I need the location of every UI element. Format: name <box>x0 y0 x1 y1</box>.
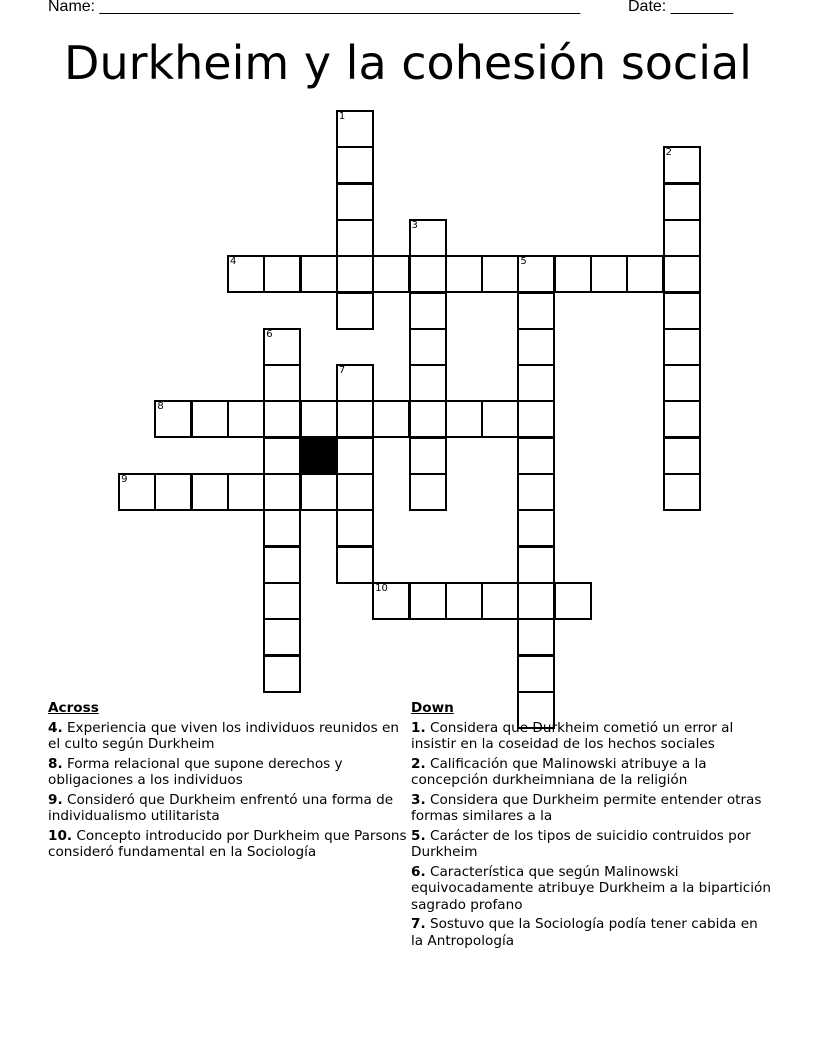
crossword-cell[interactable] <box>409 437 447 475</box>
crossword-cell[interactable] <box>372 400 410 438</box>
crossword-cell[interactable] <box>663 437 701 475</box>
crossword-cell[interactable] <box>154 473 192 511</box>
crossword-cell[interactable] <box>263 364 301 402</box>
down-clue <box>411 864 771 914</box>
down-clue <box>411 916 771 949</box>
crossword-cell[interactable] <box>191 400 229 438</box>
crossword-cell[interactable] <box>263 618 301 656</box>
crossword-cell[interactable] <box>336 400 374 438</box>
date-field-label[interactable]: Date: _______ <box>628 0 733 15</box>
down-clue <box>411 756 771 789</box>
clue-number: 6. <box>411 863 426 880</box>
name-field-label[interactable]: Name: ______________________________________________________ <box>48 0 581 15</box>
clue-number-label: 10 <box>375 582 388 594</box>
crossword-cell[interactable] <box>626 255 664 293</box>
crossword-cell[interactable] <box>481 255 519 293</box>
clue-number: 1. <box>411 719 426 736</box>
crossword-cell[interactable] <box>517 400 555 438</box>
crossword-cell[interactable] <box>517 618 555 656</box>
crossword-cell[interactable] <box>445 255 483 293</box>
clue-number: 5. <box>411 827 426 844</box>
clue-number-label: 8 <box>157 401 164 413</box>
clue-number: 10. <box>48 827 73 844</box>
crossword-cell[interactable] <box>481 400 519 438</box>
crossword-cell[interactable] <box>663 292 701 330</box>
clue-number: 4. <box>48 719 63 736</box>
crossword-cell[interactable] <box>227 473 265 511</box>
crossword-cell[interactable] <box>590 255 628 293</box>
crossword-cell[interactable] <box>663 400 701 438</box>
crossword-cell[interactable] <box>336 183 374 221</box>
clue-text: Concepto introducido por Durkheim que Parsons consideró fundamental en la Sociología <box>48 827 407 860</box>
crossword-cell[interactable] <box>481 582 519 620</box>
crossword-cell[interactable] <box>663 183 701 221</box>
crossword-cell[interactable] <box>300 473 338 511</box>
across-clue <box>48 720 408 753</box>
crossword-cell[interactable] <box>336 509 374 547</box>
clue-text: Considera que Durkheim permite entender otras formas similares a la <box>411 791 762 824</box>
black-cell <box>300 437 338 475</box>
clue-number-label: 2 <box>665 147 672 159</box>
crossword-cell[interactable] <box>409 255 447 293</box>
clue-number: 7. <box>411 916 426 932</box>
crossword-cell[interactable] <box>300 400 338 438</box>
clue-number: 3. <box>411 791 426 808</box>
crossword-cell[interactable] <box>663 146 701 184</box>
crossword-cell[interactable] <box>663 328 701 366</box>
crossword-cell[interactable] <box>263 655 301 693</box>
crossword-cell[interactable] <box>118 473 156 511</box>
crossword-cell[interactable] <box>154 400 192 438</box>
crossword-cell[interactable] <box>554 255 592 293</box>
crossword-cell[interactable] <box>336 110 374 148</box>
clue-text: Consideró que Durkheim enfrentó una forma de individualismo utilitarista <box>48 791 394 824</box>
crossword-cell[interactable] <box>409 364 447 402</box>
crossword-cell[interactable] <box>517 437 555 475</box>
across-clue <box>48 792 408 825</box>
across-clue <box>48 756 408 789</box>
crossword-cell[interactable] <box>372 582 410 620</box>
crossword-cell[interactable] <box>263 328 301 366</box>
crossword-cell[interactable] <box>409 328 447 366</box>
clue-text: Considera que Durkheim cometió un error al insistir en la coseidad de los hechos sociales <box>411 719 734 752</box>
crossword-cell[interactable] <box>517 364 555 402</box>
down-clue <box>411 720 771 753</box>
down-clue <box>411 792 771 825</box>
crossword-cell[interactable] <box>517 255 555 293</box>
crossword-cell[interactable] <box>336 292 374 330</box>
crossword-cell[interactable] <box>517 292 555 330</box>
crossword-cell[interactable] <box>663 473 701 511</box>
clue-text: Experiencia que viven los individuos reunidos en el culto según Durkheim <box>48 719 399 752</box>
clue-number-label: 7 <box>338 365 346 377</box>
crossword-cell[interactable] <box>517 473 555 511</box>
clue-number-label: 9 <box>121 474 128 485</box>
across-heading: Across <box>48 700 99 716</box>
across-clue <box>48 828 408 861</box>
crossword-cell[interactable] <box>263 400 301 438</box>
crossword-cell[interactable] <box>336 146 374 184</box>
clue-text: Carácter de los tipos de suicidio contruidos por Durkheim <box>411 827 751 860</box>
crossword-cell[interactable] <box>263 582 301 620</box>
clue-number-label: 6 <box>266 328 273 340</box>
page-title: Durkheim y la cohesión social <box>64 36 752 90</box>
crossword-cell[interactable] <box>663 255 701 293</box>
crossword-cell[interactable] <box>372 255 410 293</box>
crossword-cell[interactable] <box>409 400 447 438</box>
clue-text: Forma relacional que supone derechos y obligaciones a los individuos <box>48 755 343 788</box>
down-clues <box>411 700 771 949</box>
crossword-cell[interactable] <box>517 582 555 620</box>
crossword-cell[interactable] <box>300 255 338 293</box>
clue-text: Característica que según Malinowski equivocadamente atribuye Durkheim a la bipartición sagrado profano <box>411 863 771 913</box>
down-heading: Down <box>411 700 454 716</box>
crossword-cell[interactable] <box>409 292 447 330</box>
crossword-cell[interactable] <box>336 364 374 402</box>
crossword-cell[interactable] <box>409 582 447 620</box>
crossword-cell[interactable] <box>663 364 701 402</box>
crossword-cell[interactable] <box>263 255 301 293</box>
crossword-cell[interactable] <box>336 437 374 475</box>
crossword-cell[interactable] <box>517 509 555 547</box>
clue-number: 8. <box>48 755 63 772</box>
clue-number-label: 1 <box>338 111 346 122</box>
crossword-cell[interactable] <box>445 400 483 438</box>
crossword-cell[interactable] <box>263 546 301 584</box>
crossword-cell[interactable] <box>227 255 265 293</box>
clue-number: 9. <box>48 791 63 808</box>
across-clues <box>48 700 408 861</box>
crossword-cell[interactable] <box>336 219 374 257</box>
crossword-cell[interactable] <box>336 546 374 584</box>
clue-text: Calificación que Malinowski atribuye a la concepción durkheimniana de la religión <box>411 755 707 788</box>
clue-number-label: 4 <box>230 256 237 268</box>
clue-number-label: 5 <box>520 256 527 268</box>
crossword-cell[interactable] <box>336 255 374 293</box>
clue-text: Sostuvo que la Sociología podía tener cabida en la Antropología <box>411 916 758 949</box>
crossword-cell[interactable] <box>663 219 701 257</box>
down-clue <box>411 828 771 861</box>
crossword-cell[interactable] <box>409 473 447 511</box>
crossword-cell[interactable] <box>445 582 483 620</box>
crossword-cell[interactable] <box>336 473 374 511</box>
crossword-cell[interactable] <box>191 473 229 511</box>
crossword-cell[interactable] <box>517 655 555 693</box>
crossword-cell[interactable] <box>263 437 301 475</box>
crossword-cell[interactable] <box>517 546 555 584</box>
crossword-cell[interactable] <box>263 473 301 511</box>
crossword-cell[interactable] <box>517 328 555 366</box>
clue-number-label: 3 <box>411 219 418 231</box>
crossword-cell[interactable] <box>263 509 301 547</box>
crossword-cell[interactable] <box>227 400 265 438</box>
crossword-cell[interactable] <box>409 219 447 257</box>
clue-number: 2. <box>411 755 426 772</box>
crossword-cell[interactable] <box>554 582 592 620</box>
